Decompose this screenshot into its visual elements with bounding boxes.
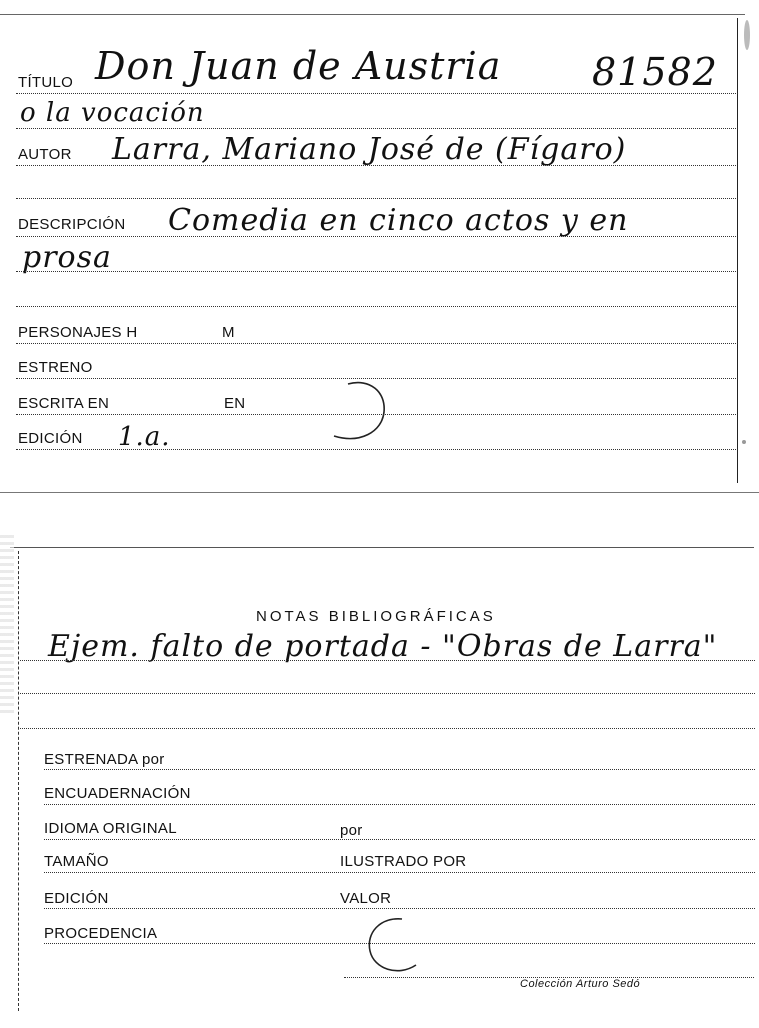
tamano-line	[44, 872, 755, 873]
tamano-label: TAMAÑO	[44, 853, 109, 870]
valor-label: VALOR	[340, 890, 392, 907]
notas-heading: NOTAS BIBLIOGRÁFICAS	[256, 608, 496, 625]
top-card	[0, 0, 759, 495]
notas-line-3	[20, 728, 755, 729]
idioma-original-label: IDIOMA ORIGINAL	[44, 820, 177, 837]
titulo-label: TÍTULO	[18, 74, 74, 91]
catalog-number: 81582	[592, 50, 718, 94]
descripcion-value-line2: prosa	[22, 240, 112, 275]
edicion-label-top: EDICIÓN	[18, 430, 83, 447]
titulo-line	[16, 93, 736, 94]
edicion-value: 1.a.	[118, 422, 171, 452]
top-card-bottom-border	[0, 492, 759, 493]
titulo-value-line2: o la vocación	[20, 98, 205, 128]
escrita-en-label: ESCRITA EN	[18, 395, 110, 412]
encuadernacion-label: ENCUADERNACIÓN	[44, 785, 191, 802]
idioma-line	[44, 839, 755, 840]
speck	[744, 20, 750, 50]
descripcion-line-2	[16, 271, 736, 272]
por-label: por	[340, 822, 363, 839]
autor-value: Larra, Mariano José de (Fígaro)	[112, 132, 627, 167]
en-label: EN	[224, 395, 246, 412]
estrenada-por-label: ESTRENADA por	[44, 751, 165, 768]
personajes-h-label: PERSONAJES H	[18, 324, 138, 341]
notas-line-1	[20, 660, 755, 661]
bottom-card	[0, 495, 759, 1028]
encuadernacion-line	[44, 804, 755, 805]
titulo-value: Don Juan de Austria	[95, 44, 502, 88]
descripcion-value: Comedia en cinco actos y en	[168, 203, 629, 238]
titulo-line-2	[16, 128, 736, 129]
bottom-card-top-border	[10, 547, 754, 548]
procedencia-label: PROCEDENCIA	[44, 925, 158, 942]
notas-line-2	[20, 693, 755, 694]
personajes-line	[16, 343, 736, 344]
bottom-card-left-edge	[18, 551, 19, 1011]
edicion-bottom-line	[44, 908, 755, 909]
personajes-m-label: M	[222, 324, 235, 341]
blank-line-1	[16, 198, 736, 199]
notas-value: Ejem. falto de portada - "Obras de Larra"	[48, 629, 718, 664]
edicion-label-bottom: EDICIÓN	[44, 890, 109, 907]
edicion-line	[16, 449, 736, 450]
collection-credit: Colección Arturo Sedó	[520, 978, 641, 990]
left-edge-speckle	[0, 535, 14, 715]
stamp-circle-mark	[320, 378, 400, 448]
autor-label: AUTOR	[18, 146, 72, 163]
speck	[742, 440, 746, 444]
descripcion-label: DESCRIPCIÓN	[18, 216, 126, 233]
stamp-circle-mark-bottom	[360, 913, 432, 979]
top-card-top-border	[0, 14, 745, 15]
top-card-right-edge	[737, 18, 738, 483]
estrenada-line	[44, 769, 755, 770]
blank-line-2	[16, 306, 736, 307]
estreno-label: ESTRENO	[18, 359, 93, 376]
descripcion-line	[16, 236, 736, 237]
ilustrado-por-label: ILUSTRADO POR	[340, 853, 467, 870]
autor-line	[16, 165, 736, 166]
